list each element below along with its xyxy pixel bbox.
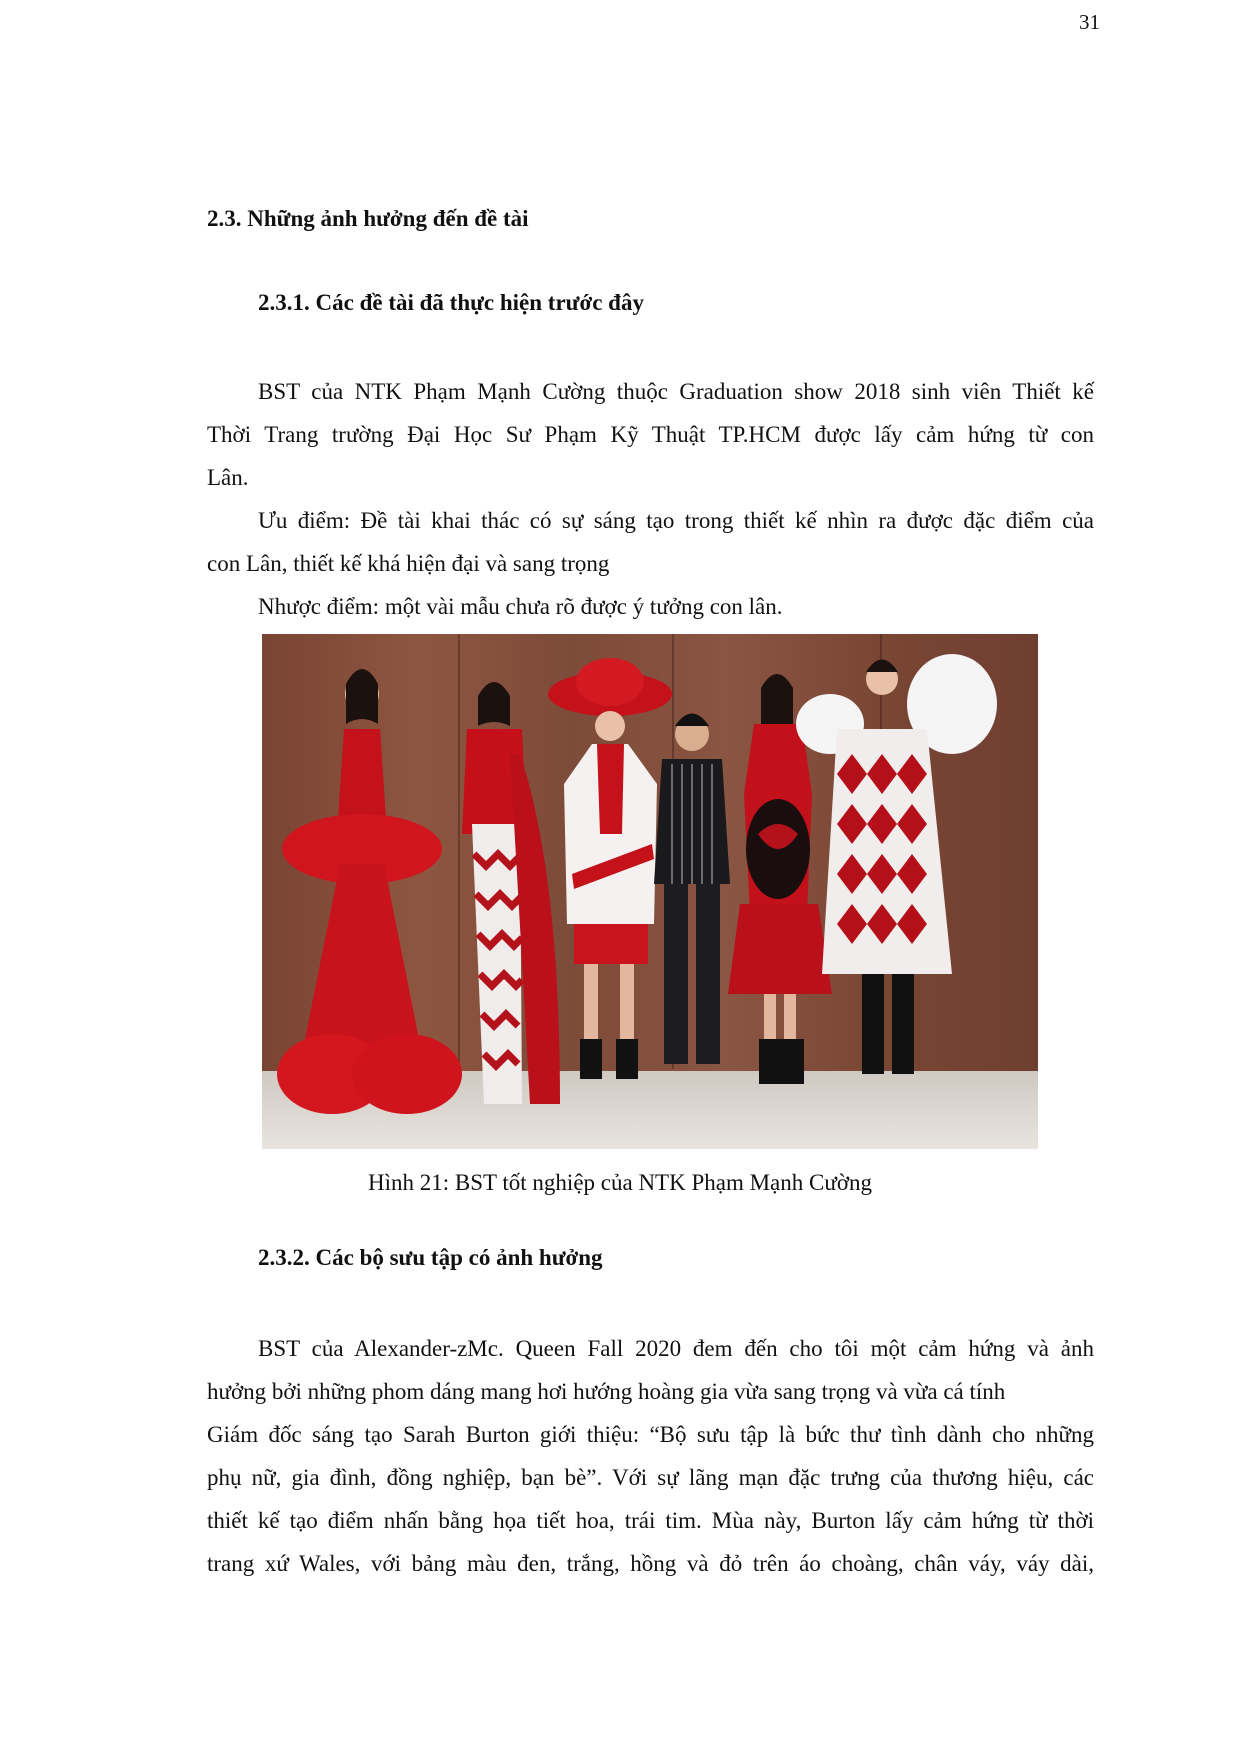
text-line: trang xứ Wales, với bảng màu đen, trắng, hồng và đỏ trên áo choàng, chân váy, váy dài, [207,1551,1094,1576]
page-number: 31 [1079,10,1100,34]
text-line: BST của Alexander-zMc. Queen Fall 2020 đem đến cho tôi một cảm hứng và ảnh [258,1336,1094,1361]
text-line: hưởng bởi những phom dáng mang hơi hướng hoàng gia vừa sang trọng và vừa cá tính [207,1379,1006,1404]
text-line: Ưu điểm: Đề tài khai thác có sự sáng tạo trong thiết kế nhìn ra được đặc điểm của [258,508,1094,533]
text-line: Giám đốc sáng tạo Sarah Burton giới thiệu: “Bộ sưu tập là bức thư tình dành cho những [207,1422,1094,1447]
paragraph-previous-works [207,370,1094,628]
subsection-heading-influential-collections: 2.3.2. Các bộ sưu tập có ảnh hưởng [258,1245,603,1270]
text-line: phụ nữ, gia đình, đồng nghiệp, bạn bè”. Với sự lãng mạn đặc trưng của thương hiệu, các [207,1465,1094,1490]
subsection-heading-previous-works: 2.3.1. Các đề tài đã thực hiện trước đây [258,290,644,315]
collection-photo [262,634,1038,1149]
model-diamond-coat [796,654,997,1074]
model-hat-jacket [548,658,672,1079]
figure-caption: Hình 21: BST tốt nghiệp của NTK Phạm Mạnh Cường [368,1170,872,1195]
text-line: Lân. [207,465,249,490]
text-line: con Lân, thiết kế khá hiện đại và sang trọng [207,551,610,576]
paragraph-influential-collections [207,1327,1094,1585]
model-chevron-outfit [462,682,560,1104]
model-red-gown [277,669,462,1114]
text-line: Nhược điểm: một vài mẫu chưa rõ được ý tưởng con lân. [258,594,783,619]
designer [654,714,730,1065]
text-line: thiết kế tạo điểm nhấn bằng họa tiết hoa, trái tim. Mùa này, Burton lấy cảm hứng từ thời [207,1508,1094,1533]
text-line: Thời Trang trường Đại Học Sư Phạm Kỹ Thuật TP.HCM được lấy cảm hứng từ con [207,422,1094,447]
text-line: BST của NTK Phạm Mạnh Cường thuộc Graduation show 2018 sinh viên Thiết kế [258,379,1094,404]
models-illustration [262,634,1038,1149]
section-heading: 2.3. Những ảnh hưởng đến đề tài [207,206,529,231]
